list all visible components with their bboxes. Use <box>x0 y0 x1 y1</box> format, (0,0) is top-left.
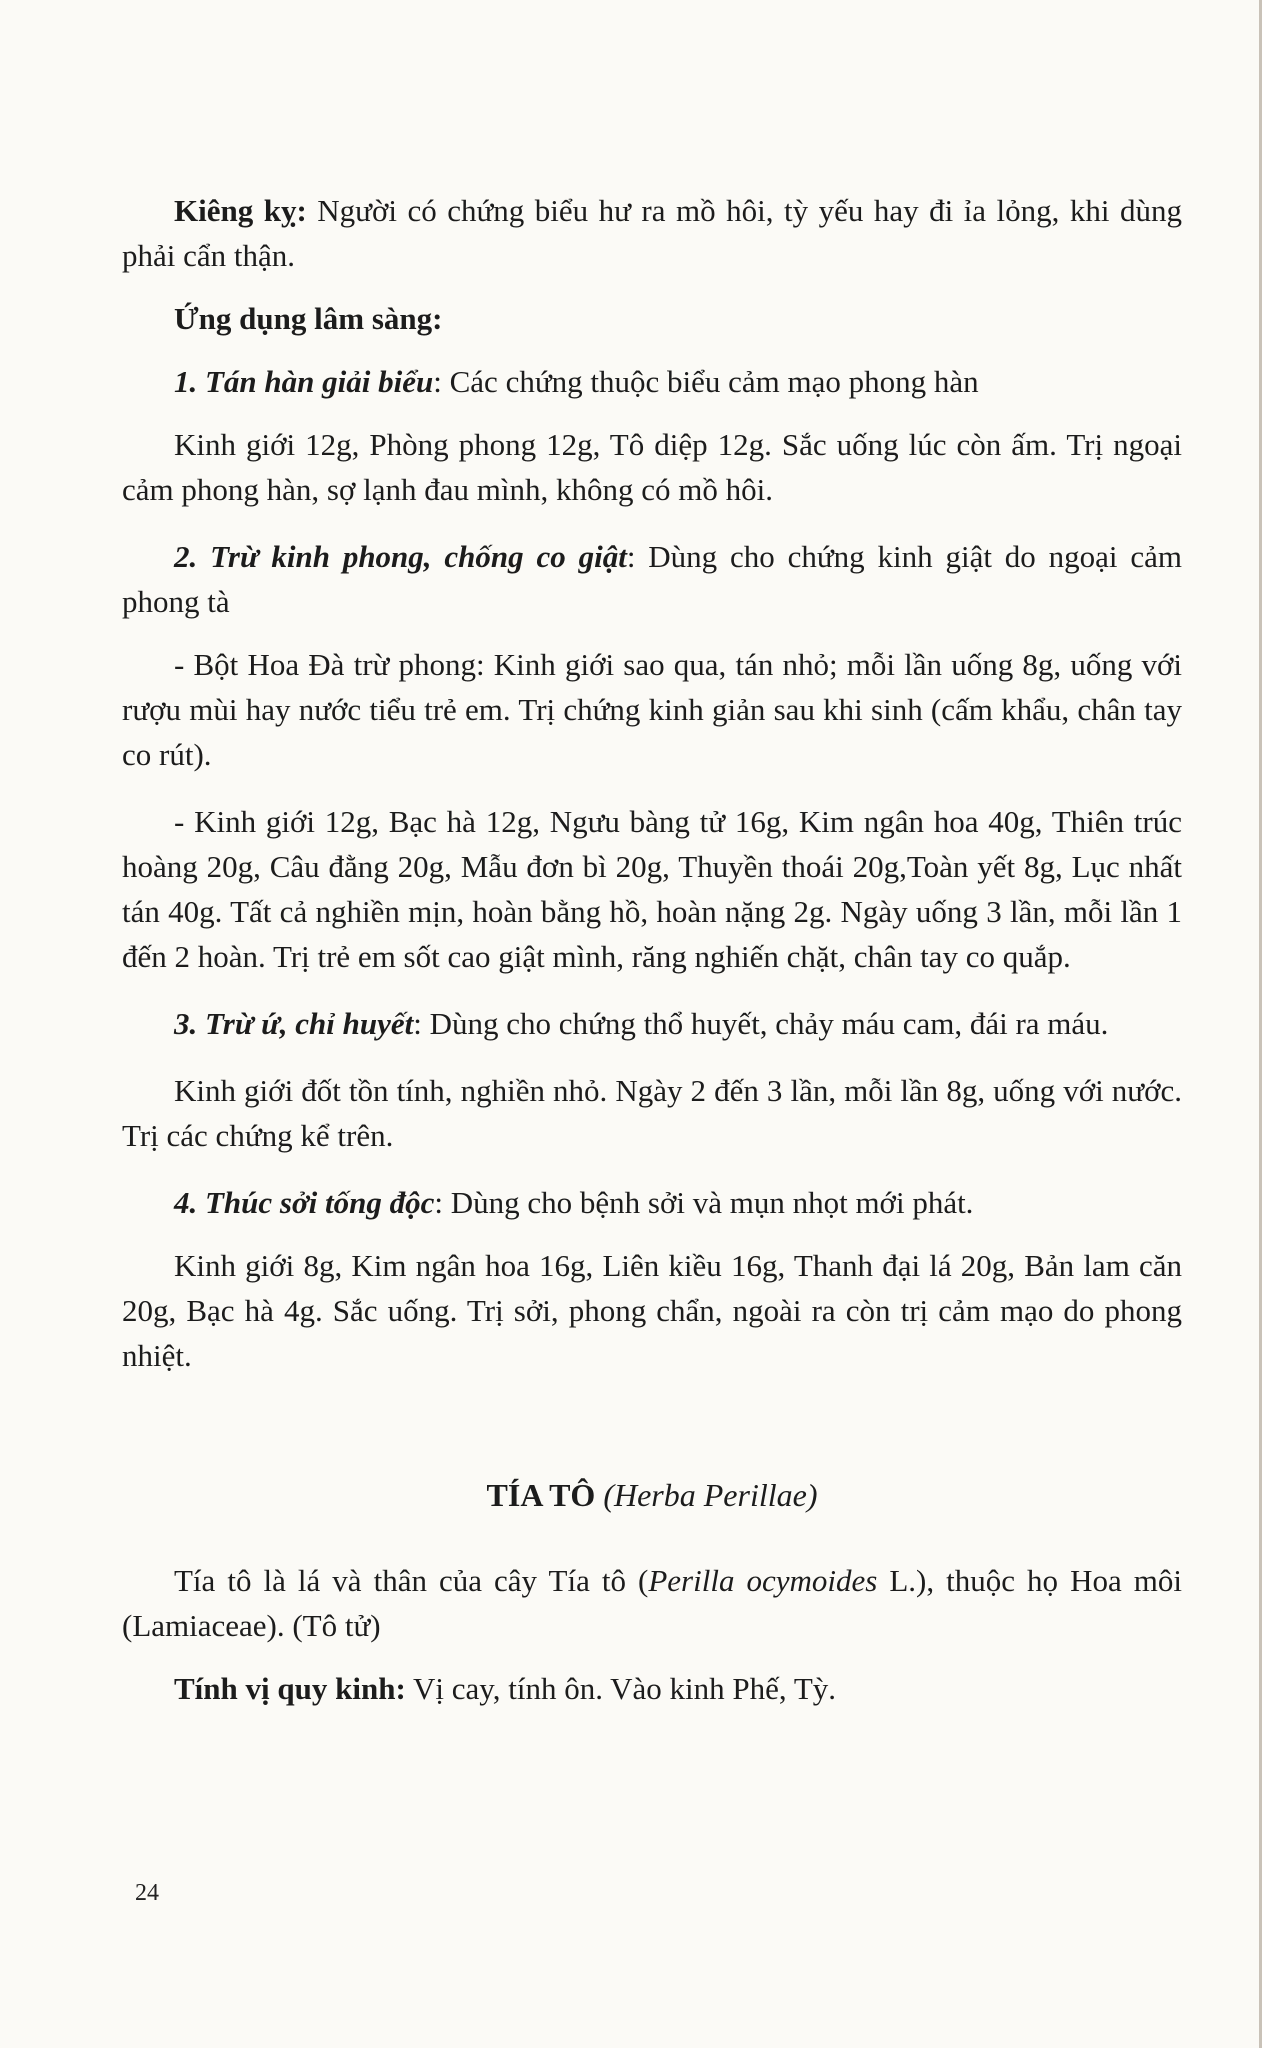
page-content <box>122 188 1182 1711</box>
tinh-vi-text: Vị cay, tính ôn. Vào kinh Phế, Tỳ. <box>405 1671 837 1706</box>
item-4-colon: : <box>434 1185 443 1220</box>
item-3-number: 3. <box>174 1006 198 1041</box>
item-2-detail-2: - Kinh giới 12g, Bạc hà 12g, Ngưu bàng tử 16g, Kim ngân hoa 40g, Thiên trúc hoàng 20g, Câu đằng 20g, Mẫu đơn bì 20g, Thuyền thoái 20g,Toàn yết 8g, Lục nhất tán 40g. Tất cả nghiền mịn, hoàn bằng hồ, hoàn nặng 2g. Ngày uống 3 lần, mỗi lần 1 đến 2 hoàn. Trị trẻ em sốt cao giật mình, răng nghiến chặt, chân tay co quắp. <box>122 804 1182 974</box>
item-3-title: Trừ ứ, chỉ huyết <box>205 1006 414 1041</box>
item-2-title: Trừ kinh phong, chống co giật <box>210 539 627 574</box>
page-number: 24 <box>135 1880 159 1906</box>
herb-name: TÍA TÔ <box>486 1477 596 1513</box>
herb-intro <box>122 1558 1182 1648</box>
item-1-text: Các chứng thuộc biểu cảm mạo phong hàn <box>441 364 979 399</box>
item-4-number: 4. <box>174 1185 198 1220</box>
herb-title <box>122 1473 1182 1518</box>
item-3-text: Dùng cho chứng thổ huyết, chảy máu cam, đái ra máu. <box>421 1006 1109 1041</box>
kieng-ky-label: Kiêng kỵ: <box>174 193 307 228</box>
item-1-detail-1: Kinh giới 12g, Phòng phong 12g, Tô diệp 12g. Sắc uống lúc còn ấm. Trị ngoại cảm phong hàn, sợ lạnh đau mình, không có mồ hôi. <box>122 427 1182 507</box>
herb-intro-part-2: L.), thuộc họ Hoa môi (Lamiaceae). (Tô tử) <box>122 1563 1182 1643</box>
item-1-title: Tán hàn giải biểu <box>205 364 434 399</box>
item-3-colon: : <box>413 1006 422 1041</box>
item-1-colon: : <box>433 364 442 399</box>
item-2-heading <box>122 534 1182 624</box>
item-3-detail-1: Kinh giới đốt tồn tính, nghiền nhỏ. Ngày 2 đến 3 lần, mỗi lần 8g, uống với nước. Trị các chứng kể trên. <box>122 1073 1182 1153</box>
item-1-number: 1. <box>174 364 198 399</box>
item-3-heading <box>122 1001 1182 1046</box>
item-4-title: Thúc sởi tống độc <box>205 1185 435 1220</box>
item-4-heading <box>122 1180 1182 1225</box>
item-2-colon: : <box>626 539 636 574</box>
item-2-detail-1: - Bột Hoa Đà trừ phong: Kinh giới sao qua, tán nhỏ; mỗi lần uống 8g, uống với rượu mùi hay nước tiểu trẻ em. Trị chứng kinh giản sau khi sinh (cấm khẩu, chân tay co rút). <box>122 647 1182 772</box>
item-1-heading <box>122 359 1182 404</box>
herb-intro-part-1: Tía tô là lá và thân của cây Tía tô ( <box>174 1563 649 1598</box>
item-2-text: Dùng cho chứng kinh giật do ngoại cảm phong tà <box>122 539 1183 619</box>
ung-dung-heading: Ứng dụng lâm sàng: <box>174 301 443 336</box>
item-2-number: 2. <box>174 539 198 574</box>
tinh-vi-paragraph <box>122 1666 1182 1711</box>
kieng-ky-text: Người có chứng biểu hư ra mồ hôi, tỳ yếu hay đi ỉa lỏng, khi dùng phải cẩn thận. <box>122 193 1183 273</box>
herb-intro-latin: Perilla ocymoides <box>648 1563 878 1598</box>
item-4-text: Dùng cho bệnh sởi và mụn nhọt mới phát. <box>442 1185 974 1220</box>
tinh-vi-label: Tính vị quy kinh: <box>174 1671 406 1706</box>
item-4-detail-1: Kinh giới 8g, Kim ngân hoa 16g, Liên kiều 16g, Thanh đại lá 20g, Bản lam căn 20g, Bạc hà 4g. Sắc uống. Trị sởi, phong chẩn, ngoài ra còn trị cảm mạo do phong nhiệt. <box>122 1248 1182 1373</box>
herb-latin-name: (Herba Perillae) <box>603 1477 818 1513</box>
kieng-ky-paragraph <box>122 188 1182 278</box>
